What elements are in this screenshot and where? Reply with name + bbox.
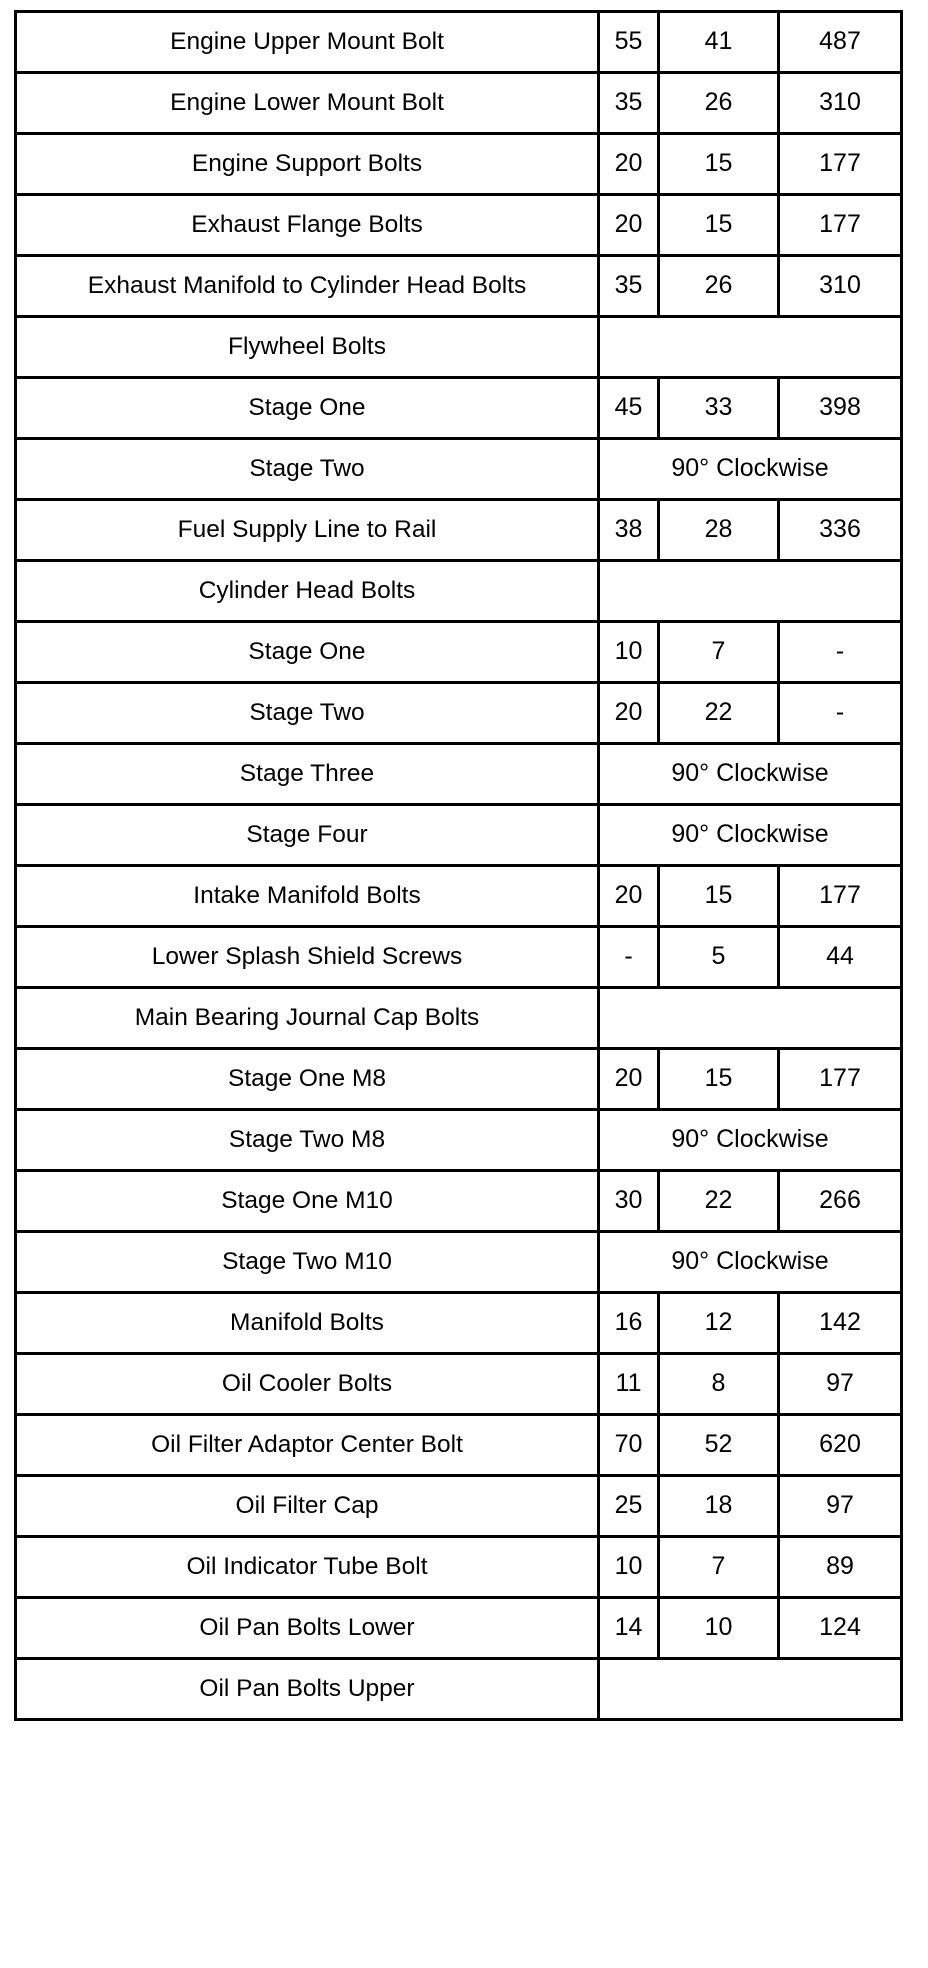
row-value-inlb: 97 <box>779 1354 902 1415</box>
table-row <box>16 378 902 439</box>
table-row <box>16 1171 902 1232</box>
row-value-inlb: 310 <box>779 73 902 134</box>
row-value-ftlb: 52 <box>659 1415 779 1476</box>
row-label: Manifold Bolts <box>16 1293 599 1354</box>
table-row <box>16 500 902 561</box>
row-value-nm: 20 <box>599 134 659 195</box>
row-label: Stage Four <box>16 805 599 866</box>
table-row <box>16 1293 902 1354</box>
table-row <box>16 1537 902 1598</box>
row-value-ftlb: 18 <box>659 1476 779 1537</box>
row-label: Fuel Supply Line to Rail <box>16 500 599 561</box>
row-value-inlb: - <box>779 683 902 744</box>
row-label: Stage One <box>16 622 599 683</box>
row-label: Intake Manifold Bolts <box>16 866 599 927</box>
table-row <box>16 439 902 500</box>
row-value-inlb: 177 <box>779 1049 902 1110</box>
table-row <box>16 805 902 866</box>
row-label: Engine Lower Mount Bolt <box>16 73 599 134</box>
table-row <box>16 927 902 988</box>
row-value-inlb: 44 <box>779 927 902 988</box>
row-empty-value <box>599 988 902 1049</box>
row-value-inlb: 142 <box>779 1293 902 1354</box>
row-value-nm: 10 <box>599 1537 659 1598</box>
row-note-value: 90° Clockwise <box>599 744 902 805</box>
row-label: Engine Support Bolts <box>16 134 599 195</box>
row-value-inlb: - <box>779 622 902 683</box>
row-value-nm: 35 <box>599 256 659 317</box>
row-value-inlb: 89 <box>779 1537 902 1598</box>
row-value-ftlb: 33 <box>659 378 779 439</box>
row-value-ftlb: 15 <box>659 134 779 195</box>
table-row <box>16 988 902 1049</box>
row-label: Engine Upper Mount Bolt <box>16 12 599 73</box>
row-label: Stage Two <box>16 439 599 500</box>
table-row <box>16 1232 902 1293</box>
row-value-ftlb: 26 <box>659 256 779 317</box>
row-value-ftlb: 7 <box>659 1537 779 1598</box>
row-label: Oil Pan Bolts Upper <box>16 1659 599 1720</box>
table-row <box>16 195 902 256</box>
table-row <box>16 744 902 805</box>
row-label: Cylinder Head Bolts <box>16 561 599 622</box>
table-row <box>16 1598 902 1659</box>
row-value-inlb: 177 <box>779 866 902 927</box>
table-body <box>16 12 902 1720</box>
row-label: Oil Filter Adaptor Center Bolt <box>16 1415 599 1476</box>
row-value-nm: 55 <box>599 12 659 73</box>
row-value-ftlb: 15 <box>659 1049 779 1110</box>
row-label: Oil Indicator Tube Bolt <box>16 1537 599 1598</box>
table-row <box>16 1354 902 1415</box>
row-note-value: 90° Clockwise <box>599 805 902 866</box>
row-value-ftlb: 10 <box>659 1598 779 1659</box>
table-row <box>16 1476 902 1537</box>
row-value-ftlb: 41 <box>659 12 779 73</box>
row-note-value: 90° Clockwise <box>599 439 902 500</box>
row-label: Stage One <box>16 378 599 439</box>
row-value-inlb: 336 <box>779 500 902 561</box>
row-label: Oil Filter Cap <box>16 1476 599 1537</box>
row-label: Oil Pan Bolts Lower <box>16 1598 599 1659</box>
row-label: Stage Two <box>16 683 599 744</box>
row-note-value: 90° Clockwise <box>599 1110 902 1171</box>
row-value-inlb: 266 <box>779 1171 902 1232</box>
row-value-inlb: 398 <box>779 378 902 439</box>
row-value-ftlb: 22 <box>659 1171 779 1232</box>
row-value-nm: 20 <box>599 195 659 256</box>
row-value-ftlb: 26 <box>659 73 779 134</box>
row-value-inlb: 177 <box>779 134 902 195</box>
row-value-ftlb: 12 <box>659 1293 779 1354</box>
row-value-nm: 14 <box>599 1598 659 1659</box>
row-value-ftlb: 28 <box>659 500 779 561</box>
row-value-nm: 25 <box>599 1476 659 1537</box>
row-value-nm: - <box>599 927 659 988</box>
row-value-ftlb: 22 <box>659 683 779 744</box>
row-value-ftlb: 15 <box>659 866 779 927</box>
row-value-nm: 11 <box>599 1354 659 1415</box>
table-row <box>16 134 902 195</box>
table-row <box>16 317 902 378</box>
row-value-ftlb: 15 <box>659 195 779 256</box>
row-value-inlb: 310 <box>779 256 902 317</box>
row-value-nm: 35 <box>599 73 659 134</box>
torque-specification-table <box>14 10 903 1721</box>
row-label: Stage One M10 <box>16 1171 599 1232</box>
row-value-nm: 10 <box>599 622 659 683</box>
row-value-nm: 45 <box>599 378 659 439</box>
row-value-ftlb: 7 <box>659 622 779 683</box>
row-value-ftlb: 5 <box>659 927 779 988</box>
row-value-inlb: 97 <box>779 1476 902 1537</box>
table-row <box>16 1659 902 1720</box>
row-label: Stage Three <box>16 744 599 805</box>
table-row <box>16 683 902 744</box>
row-label: Exhaust Flange Bolts <box>16 195 599 256</box>
row-label: Stage One M8 <box>16 1049 599 1110</box>
table-row <box>16 622 902 683</box>
table-row <box>16 12 902 73</box>
table-row <box>16 866 902 927</box>
table-row <box>16 1049 902 1110</box>
table-row <box>16 1415 902 1476</box>
row-label: Exhaust Manifold to Cylinder Head Bolts <box>16 256 599 317</box>
row-value-nm: 30 <box>599 1171 659 1232</box>
row-empty-value <box>599 317 902 378</box>
row-value-nm: 38 <box>599 500 659 561</box>
row-label: Stage Two M10 <box>16 1232 599 1293</box>
row-label: Main Bearing Journal Cap Bolts <box>16 988 599 1049</box>
row-label: Oil Cooler Bolts <box>16 1354 599 1415</box>
row-value-nm: 20 <box>599 1049 659 1110</box>
row-empty-value <box>599 561 902 622</box>
row-value-inlb: 124 <box>779 1598 902 1659</box>
row-empty-value <box>599 1659 902 1720</box>
row-value-nm: 20 <box>599 683 659 744</box>
row-value-nm: 16 <box>599 1293 659 1354</box>
row-value-inlb: 487 <box>779 12 902 73</box>
row-label: Flywheel Bolts <box>16 317 599 378</box>
row-value-nm: 20 <box>599 866 659 927</box>
row-label: Lower Splash Shield Screws <box>16 927 599 988</box>
row-value-inlb: 620 <box>779 1415 902 1476</box>
row-value-nm: 70 <box>599 1415 659 1476</box>
table-row <box>16 1110 902 1171</box>
row-value-inlb: 177 <box>779 195 902 256</box>
table-row <box>16 561 902 622</box>
table-row <box>16 256 902 317</box>
row-note-value: 90° Clockwise <box>599 1232 902 1293</box>
row-label: Stage Two M8 <box>16 1110 599 1171</box>
table-row <box>16 73 902 134</box>
row-value-ftlb: 8 <box>659 1354 779 1415</box>
